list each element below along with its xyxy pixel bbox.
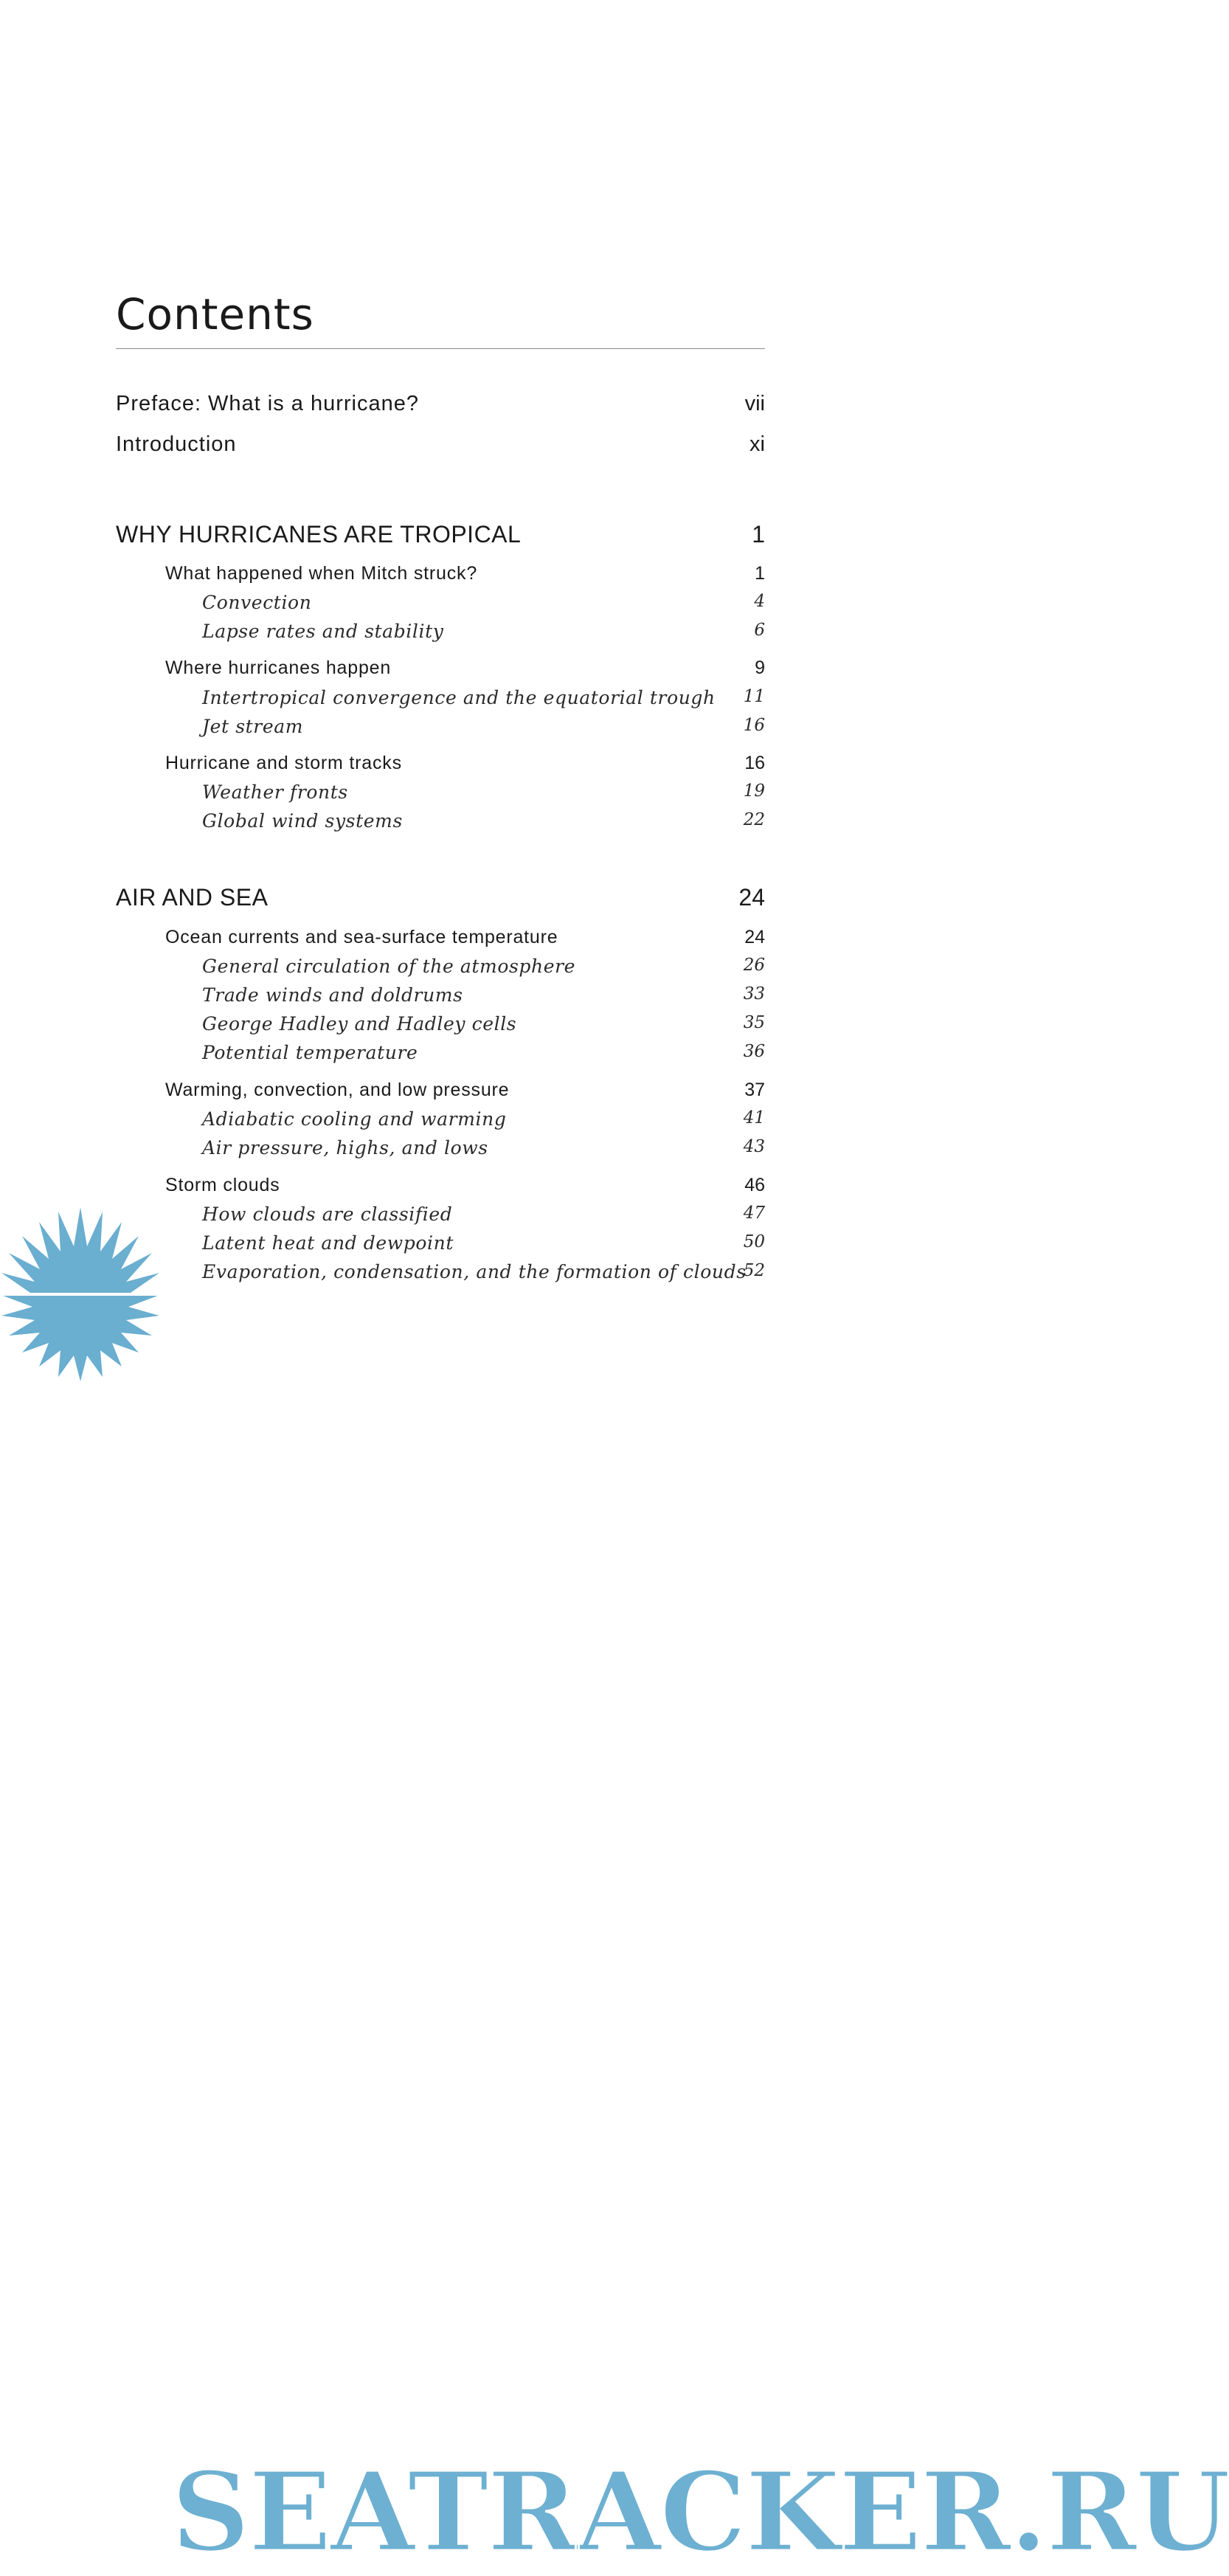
watermark	[0, 1210, 1229, 2576]
subsection-page: 6	[754, 621, 765, 640]
watermark-text: SEATRACKER.RU	[171, 2448, 1229, 2576]
subsection-title: Global wind systems	[202, 810, 403, 832]
part-page: 1	[752, 521, 765, 548]
section-page: 46	[744, 1175, 765, 1195]
section-title: Hurricane and storm tracks	[165, 753, 402, 773]
subsection-page: 11	[743, 687, 765, 706]
subsection-page: 52	[743, 1261, 765, 1280]
part-title: WHY HURRICANES ARE TROPICAL	[116, 521, 522, 548]
subsection-title: Potential temperature	[202, 1042, 418, 1063]
section-page: 16	[744, 753, 765, 773]
part-page: 24	[738, 884, 765, 911]
subsection-page: 16	[743, 716, 765, 735]
subsection-title: Weather fronts	[202, 781, 348, 803]
section-title: What happened when Mitch struck?	[165, 563, 478, 584]
subsection-title: Adiabatic cooling and warming	[202, 1108, 507, 1130]
subsection-page: 35	[743, 1013, 765, 1032]
section-title: Where hurricanes happen	[165, 657, 392, 678]
title-rule	[116, 348, 765, 349]
subsection-title: Latent heat and dewpoint	[202, 1232, 454, 1254]
entry-title: Introduction	[116, 432, 237, 456]
subsection-page: 26	[743, 956, 765, 975]
subsection-page: 41	[743, 1108, 765, 1128]
subsection-page: 22	[743, 810, 765, 829]
subsection-title: Intertropical convergence and the equatorial trough	[202, 687, 716, 708]
section-title: Storm clouds	[165, 1175, 280, 1195]
section-page: 24	[744, 927, 765, 947]
subsection-title: Air pressure, highs, and lows	[202, 1137, 488, 1158]
subsection-page: 4	[754, 592, 765, 611]
section-page: 37	[744, 1080, 765, 1100]
section-title: Warming, convection, and low pressure	[165, 1080, 510, 1100]
section-title: Ocean currents and sea-surface temperature	[165, 927, 558, 947]
subsection-title: Jet stream	[202, 716, 304, 737]
section-page: 9	[755, 657, 765, 678]
subsection-title: General circulation of the atmosphere	[202, 956, 576, 977]
subsection-page: 36	[743, 1042, 765, 1061]
subsection-page: 50	[743, 1232, 765, 1251]
part-title: AIR AND SEA	[116, 884, 269, 911]
subsection-page: 19	[743, 781, 765, 801]
subsection-page: 43	[743, 1137, 765, 1156]
subsection-title: George Hadley and Hadley cells	[202, 1013, 517, 1035]
subsection-title: Trade winds and doldrums	[202, 984, 463, 1006]
entry-page: vii	[744, 392, 765, 415]
subsection-title: Convection	[202, 592, 312, 613]
subsection-page: 33	[743, 984, 765, 1004]
subsection-title: Evaporation, condensation, and the formation of clouds	[202, 1261, 747, 1282]
subsection-title: How clouds are classified	[202, 1204, 453, 1225]
entry-page: xi	[749, 432, 765, 456]
section-page: 1	[755, 563, 765, 584]
subsection-title: Lapse rates and stability	[202, 621, 444, 642]
subsection-page: 47	[743, 1204, 765, 1223]
sun-icon	[0, 1206, 165, 1375]
page-title: Contents	[116, 289, 314, 339]
entry-title: Preface: What is a hurricane?	[116, 392, 420, 415]
